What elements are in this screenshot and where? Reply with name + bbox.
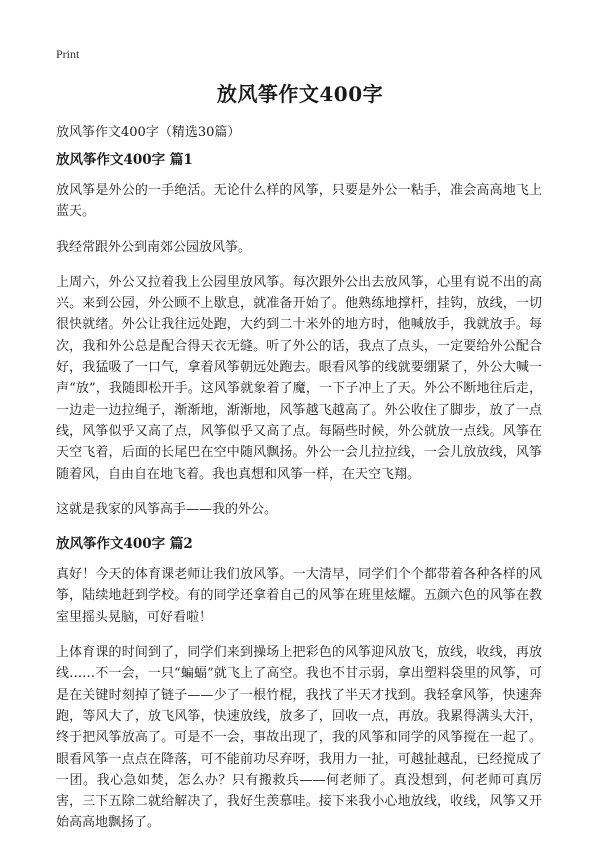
section-2-paragraph-1: 真好！今天的体育课老师让我们放风筝。一大清早，同学们个个都带着各种各样的风筝，陆续地赶到学校。有的同学还拿着自己的风筝在班里炫耀。五颜六色的风筝在教室里摇头晃脑，可好看啦！: [56, 567, 542, 625]
article-content: [56, 150, 542, 846]
section-heading-2: 放风筝作文400字 篇2: [56, 536, 193, 553]
section-1-paragraph-4: 这就是我家的风筝高手——我的外公。: [56, 501, 278, 517]
section-heading-1: 放风筝作文400字 篇1: [56, 152, 193, 168]
section-1-paragraph-3: 上周六，外公又拉着我上公园里放风筝。每次跟外公出去放风筝，心里有说不出的高兴。来到公园，外公顾不上歇息，就准备开始了。他熟练地撑杆，挂钩，放线，一切很快就绪。外公让我往远处跑，大约到二十米外的地方时，他喊放手，我就放手。每次，我和外公总是配合得天衣无缝。听了外公的话，我点了点头，一定要给外公配合好，我猛吸了一口气，拿着风筝朝远处跑去。眼看风筝的线就要绷紧了，外公大喊一声“放”，我随即松开手。这风筝就象着了魔，一下子冲上了天。外公不断地往后走，一边走一边拉绳子，渐渐地，渐渐地，风筝越飞越高了。外公收住了脚步，放了一点线，风筝似乎又高了点，风筝似乎又高了点。每隔些时候，外公就放一点线。风筝在天空飞着，后面的长尾巴在空中随风飘扬。外公一会儿拉拉线，一会儿放放线，风筝随着风，自由自在地飞着。我也真想和风筝一样，在天空飞翔。: [56, 274, 542, 482]
section-1-paragraph-1: 放风筝是外公的一手绝活。无论什么样的风筝，只要是外公一粘手，准会高高地飞上蓝天。: [56, 183, 542, 220]
section-2-paragraph-2: 上体育课的时间到了，同学们来到操场上把彩色的风筝迎风放飞，放线，收线，再放线……不一会，一只“蝙蝠”就飞上了高空。我也不甘示弱，拿出塑料袋里的风筝，可是在关键时刻掉了链子——少了一根竹棍，我找了半天才找到。我轻拿风筝，快速奔跑，等风大了，放飞风筝，快速放线，放多了，回收一点，再放。我累得满头大汗，终于把风筝放高了。可是不一会，事故出现了，我的风筝和同学的风筝搅在一起了。眼看风筝一点点在降落，可不能前功尽弃呀，我用力一扯，可越扯越乱，已经搅成了一团。我心急如焚，怎么办？只有搬救兵——何老师了。真没想到，何老师可真厉害，三下五除二就给解决了，我好生羡慕哇。接下来我小心地放线，收线，风筝又开始高高地飘扬了。: [56, 645, 542, 831]
document-subtitle: 放风筝作文400字（精选30篇）: [56, 125, 241, 140]
page-title: 放风筝作文400字: [216, 82, 384, 106]
print-label[interactable]: Print: [56, 47, 80, 61]
section-1-paragraph-2: 我经常跟外公到南郊公园放风筝。: [56, 239, 252, 255]
